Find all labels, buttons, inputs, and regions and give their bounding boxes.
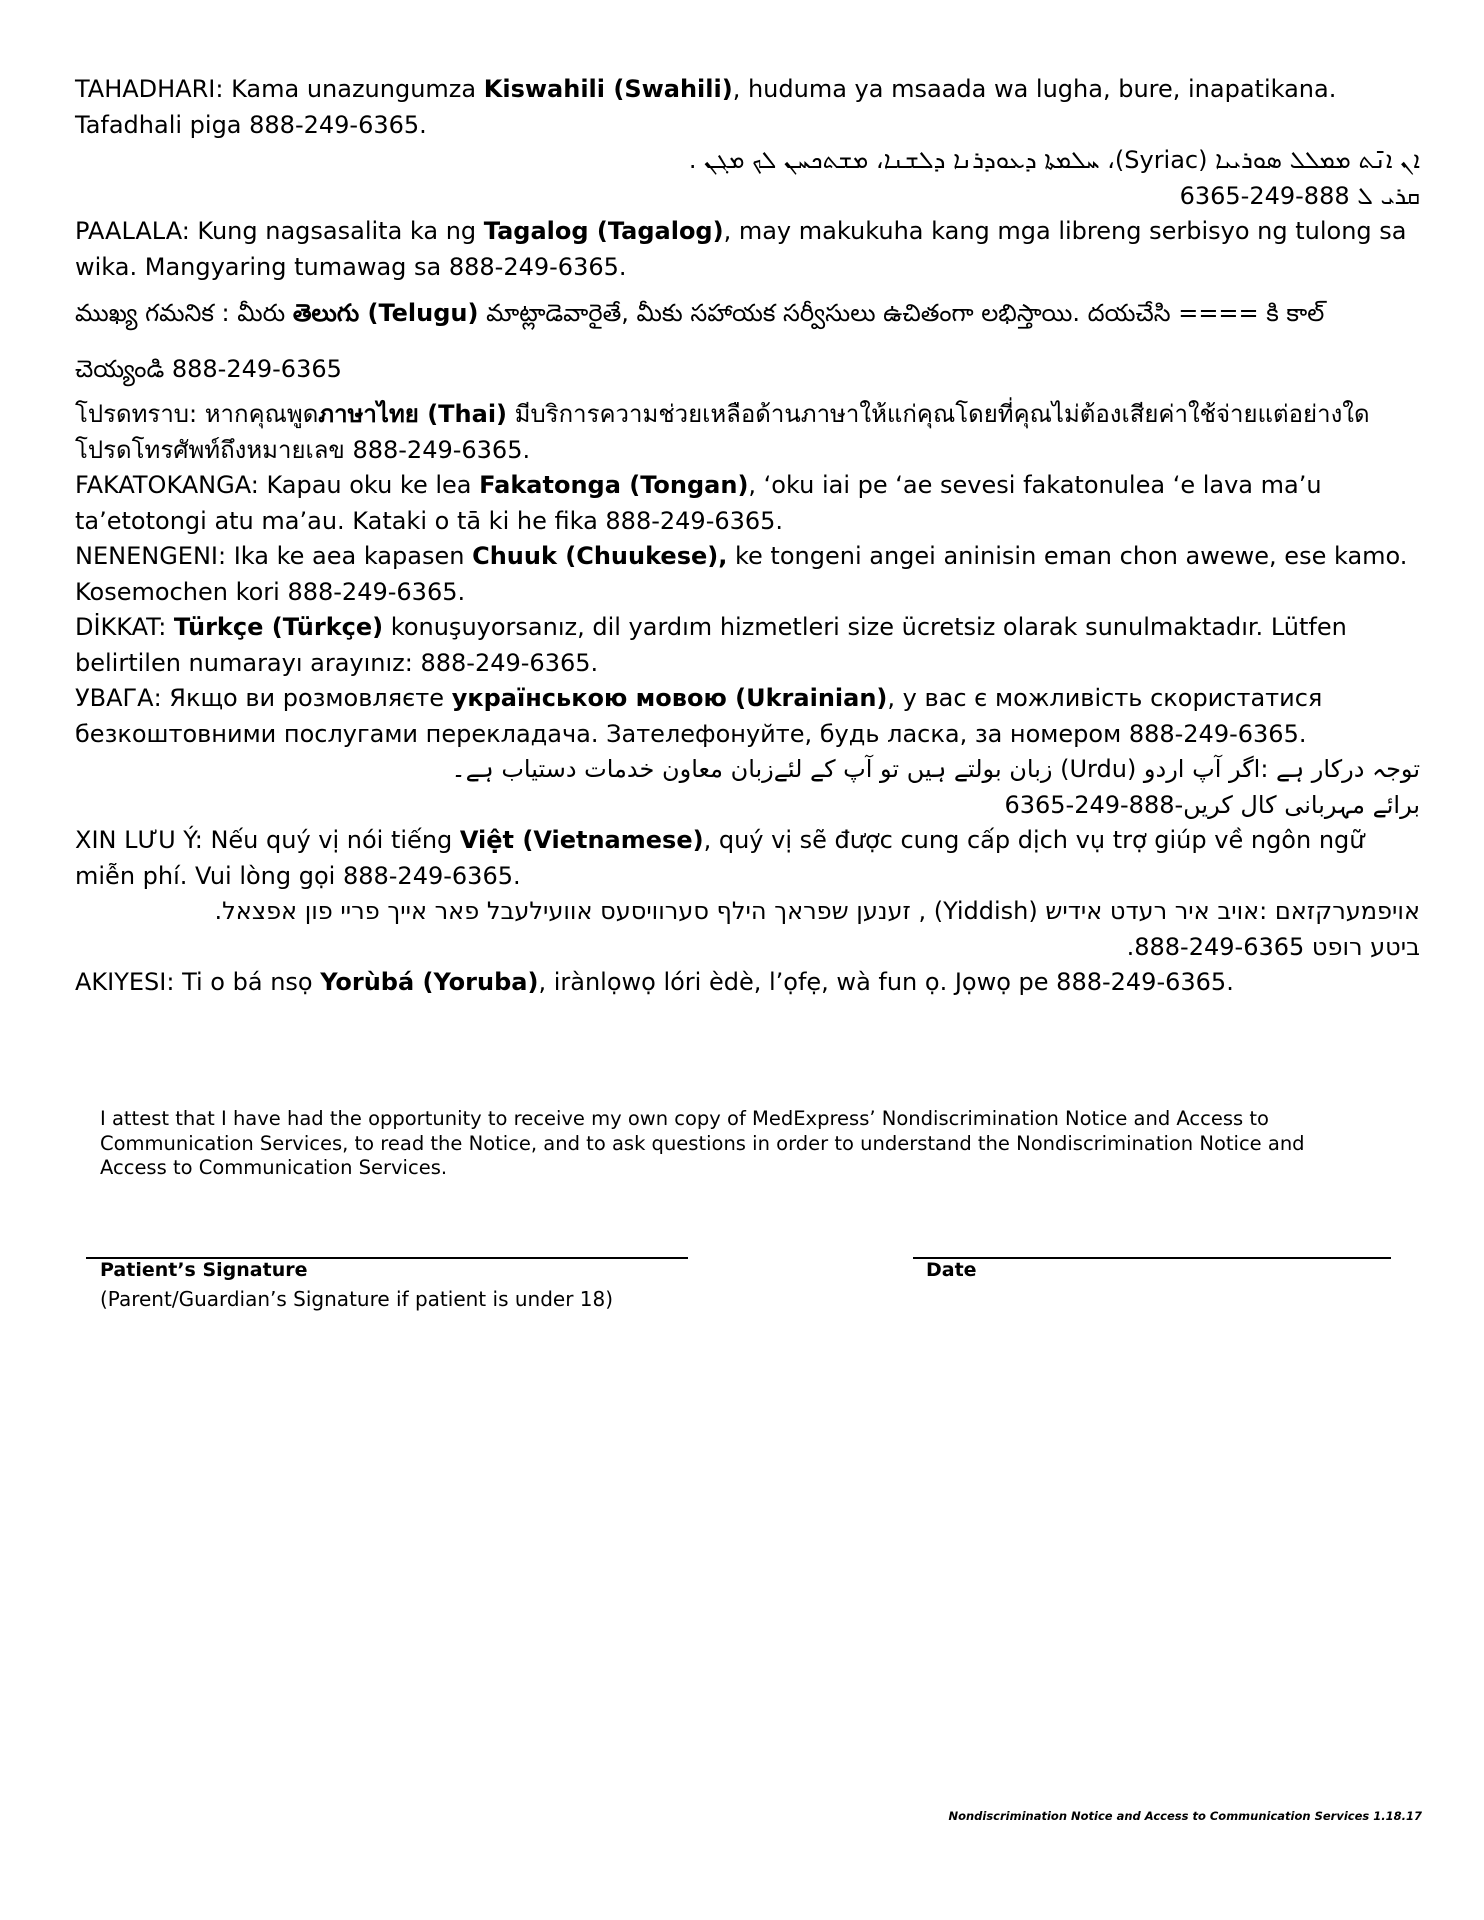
notice-ukrainian-suffix: , у вас є можливість скористатися безкоштовними послугами перекладача. Зателефонуйте, будь ласка, за номером 888-249-6365.: [75, 684, 1323, 748]
notice-urdu-line1: توجہ درکار ہے :اگر آپ اردو (Urdu) زبان بولتے ہیں تو آپ کے لئےزبان معاون خدمات دستیاب ہے۔: [451, 755, 1420, 783]
notice-thai-suffix: มีบริการความช่วยเหลือด้านภาษาให้แก่คุณโดยที่คุณไม่ต้องเสียค่าใช้จ่ายแต่อย่างใด โปรดโทรศัพท์ถึงหมายเลข 888-249-6365.: [75, 400, 1370, 464]
notice-tagalog-suffix: , may makukuha kang mga libreng serbisyo ng tulong sa wika. Mangyaring tumawag sa 888-249-6365.: [75, 217, 1407, 281]
notice-turkish-suffix: konuşuyorsanız, dil yardım hizmetleri size ücretsiz olarak sunulmaktadır. Lütfen belirtilen numarayı arayınız: 888-249-6365.: [75, 613, 1347, 677]
notice-tagalog-prefix: PAALALA: Kung nagsasalita ka ng: [75, 217, 484, 245]
notice-thai: [75, 397, 1420, 468]
notice-chuukese-suffix: ke tongeni angei aninisin eman chon awewe, ese kamo. Kosemochen kori 888-249-6365.: [75, 542, 1408, 606]
notice-turkish: [75, 610, 1420, 681]
notice-chuukese-prefix: NENENGENI: Ika ke aea kapasen: [75, 542, 473, 570]
notice-telugu-language: తెలుగు (Telugu): [292, 299, 479, 327]
notice-tagalog-language: Tagalog (Tagalog): [483, 217, 724, 245]
notice-swahili-prefix: TAHADHARI: Kama unazungumza: [75, 75, 484, 103]
notice-yoruba-prefix: AKIYESI: Ti o bá nsọ: [75, 968, 321, 996]
notice-yiddish-line1: אויפמערקזאם :אויב איר רעדט אידיש (Yiddish) , זענען שפראך הילף סערוויסעס אוועילעבל פאר אייך פריי פון אפצאל.: [214, 897, 1420, 925]
notice-tongan-language: Fakatonga (Tongan): [479, 471, 749, 499]
notice-vietnamese-prefix: XIN LƯU Ý: Nếu quý vị nói tiếng: [75, 826, 460, 854]
notice-vietnamese: [75, 823, 1420, 894]
notice-ukrainian-prefix: УВАГА: Якщо ви розмовляєте: [75, 684, 452, 712]
notice-chuukese-language: Chuuk (Chuukese),: [472, 542, 728, 570]
notice-tongan: [75, 468, 1420, 539]
notice-yoruba-language: Yorùbá (Yoruba): [320, 968, 539, 996]
notice-ukrainian-language: українською мовою (Ukrainian): [451, 684, 888, 712]
notice-tagalog: [75, 214, 1420, 285]
notice-swahili: [75, 72, 1420, 143]
notice-urdu-line2: برائے مہربانی کال کریں-888-249-6365: [1004, 790, 1420, 819]
notice-swahili-language: Kiswahili (Swahili): [483, 75, 733, 103]
date-line[interactable]: [913, 1257, 1391, 1259]
notice-urdu: [75, 752, 1420, 823]
notice-turkish-prefix: DİKKAT:: [75, 613, 174, 641]
guardian-signature-note: (Parent/Guardian’s Signature if patient is under 18): [100, 1287, 614, 1311]
notice-syriac: [75, 143, 1420, 214]
date-label: Date: [926, 1259, 977, 1281]
notice-telugu-prefix: ముఖ్య గమనిక : మీరు: [75, 299, 293, 327]
notice-thai-language: ภาษาไทย (Thai): [318, 400, 508, 428]
notice-chuukese: [75, 539, 1420, 610]
notice-syriac-line2: ܩܪܝ ܠ 888-249-6365: [1179, 181, 1420, 210]
notice-yoruba-suffix: , irànlọwọ lóri èdè, l’ọfẹ, wà fun ọ. Jọwọ pe 888-249-6365.: [538, 968, 1234, 996]
attestation-statement: I attest that I have had the opportunity to receive my own copy of MedExpress’ Nondiscrimination Notice and Access to Communication Services, to read the Notice, and to ask questions in order to understand the Nondiscrimination Notice and Access to Communication Services.: [100, 1107, 1305, 1179]
notice-vietnamese-language: Việt (Vietnamese): [459, 826, 704, 854]
notice-telugu-suffix: మాట్లాడెవారైతే, మీకు సహాయక సర్వీసులు ఉచితంగా లభిస్తాయి. దయచేసి ==== కి కాల్ చెయ్యండి 888-249-6365: [75, 299, 1325, 383]
document-footer: Nondiscrimination Notice and Access to Communication Services 1.18.17: [948, 1809, 1422, 1823]
notice-tongan-suffix: , ‘oku iai pe ‘ae sevesi fakatonulea ‘e lava ma’u ta’etotongi atu ma’au. Kataki o tā ki he fika 888-249-6365.: [75, 471, 1322, 535]
notice-swahili-suffix: , huduma ya msaada wa lugha, bure, inapatikana. Tafadhali piga 888-249-6365.: [75, 75, 1337, 139]
notice-turkish-language: Türkçe (Türkçe): [173, 613, 384, 641]
notice-yiddish: [75, 894, 1420, 965]
language-assistance-notices: [75, 72, 1420, 1001]
notice-yoruba: [75, 965, 1420, 1001]
notice-tongan-prefix: FAKATOKANGA: Kapau oku ke lea: [75, 471, 480, 499]
notice-vietnamese-suffix: , quý vị sẽ được cung cấp dịch vụ trợ giúp về ngôn ngữ miễn phí. Vui lòng gọi 888-249-6365.: [75, 826, 1365, 890]
notice-yiddish-line2: ביטע רופט 888-249-6365.: [1126, 932, 1420, 961]
notice-telugu: [75, 285, 1420, 397]
patient-signature-label: Patient’s Signature: [100, 1259, 308, 1281]
notice-thai-prefix: โปรดทราบ: หากคุณพูด: [75, 400, 319, 428]
notice-syriac-line1: ܐܢ ܐܢ̄ܬ ܡܡܠܠ ܣܘܪܝܝܐ (Syriac)، ܚܠܡܬܐ ܕܥܘܕܪܢܐ ܕܠܫܢܐ، ܡܫܬܟܚܢ ܠܟ ܡܓܢ .: [688, 146, 1420, 174]
notice-ukrainian: [75, 681, 1420, 752]
